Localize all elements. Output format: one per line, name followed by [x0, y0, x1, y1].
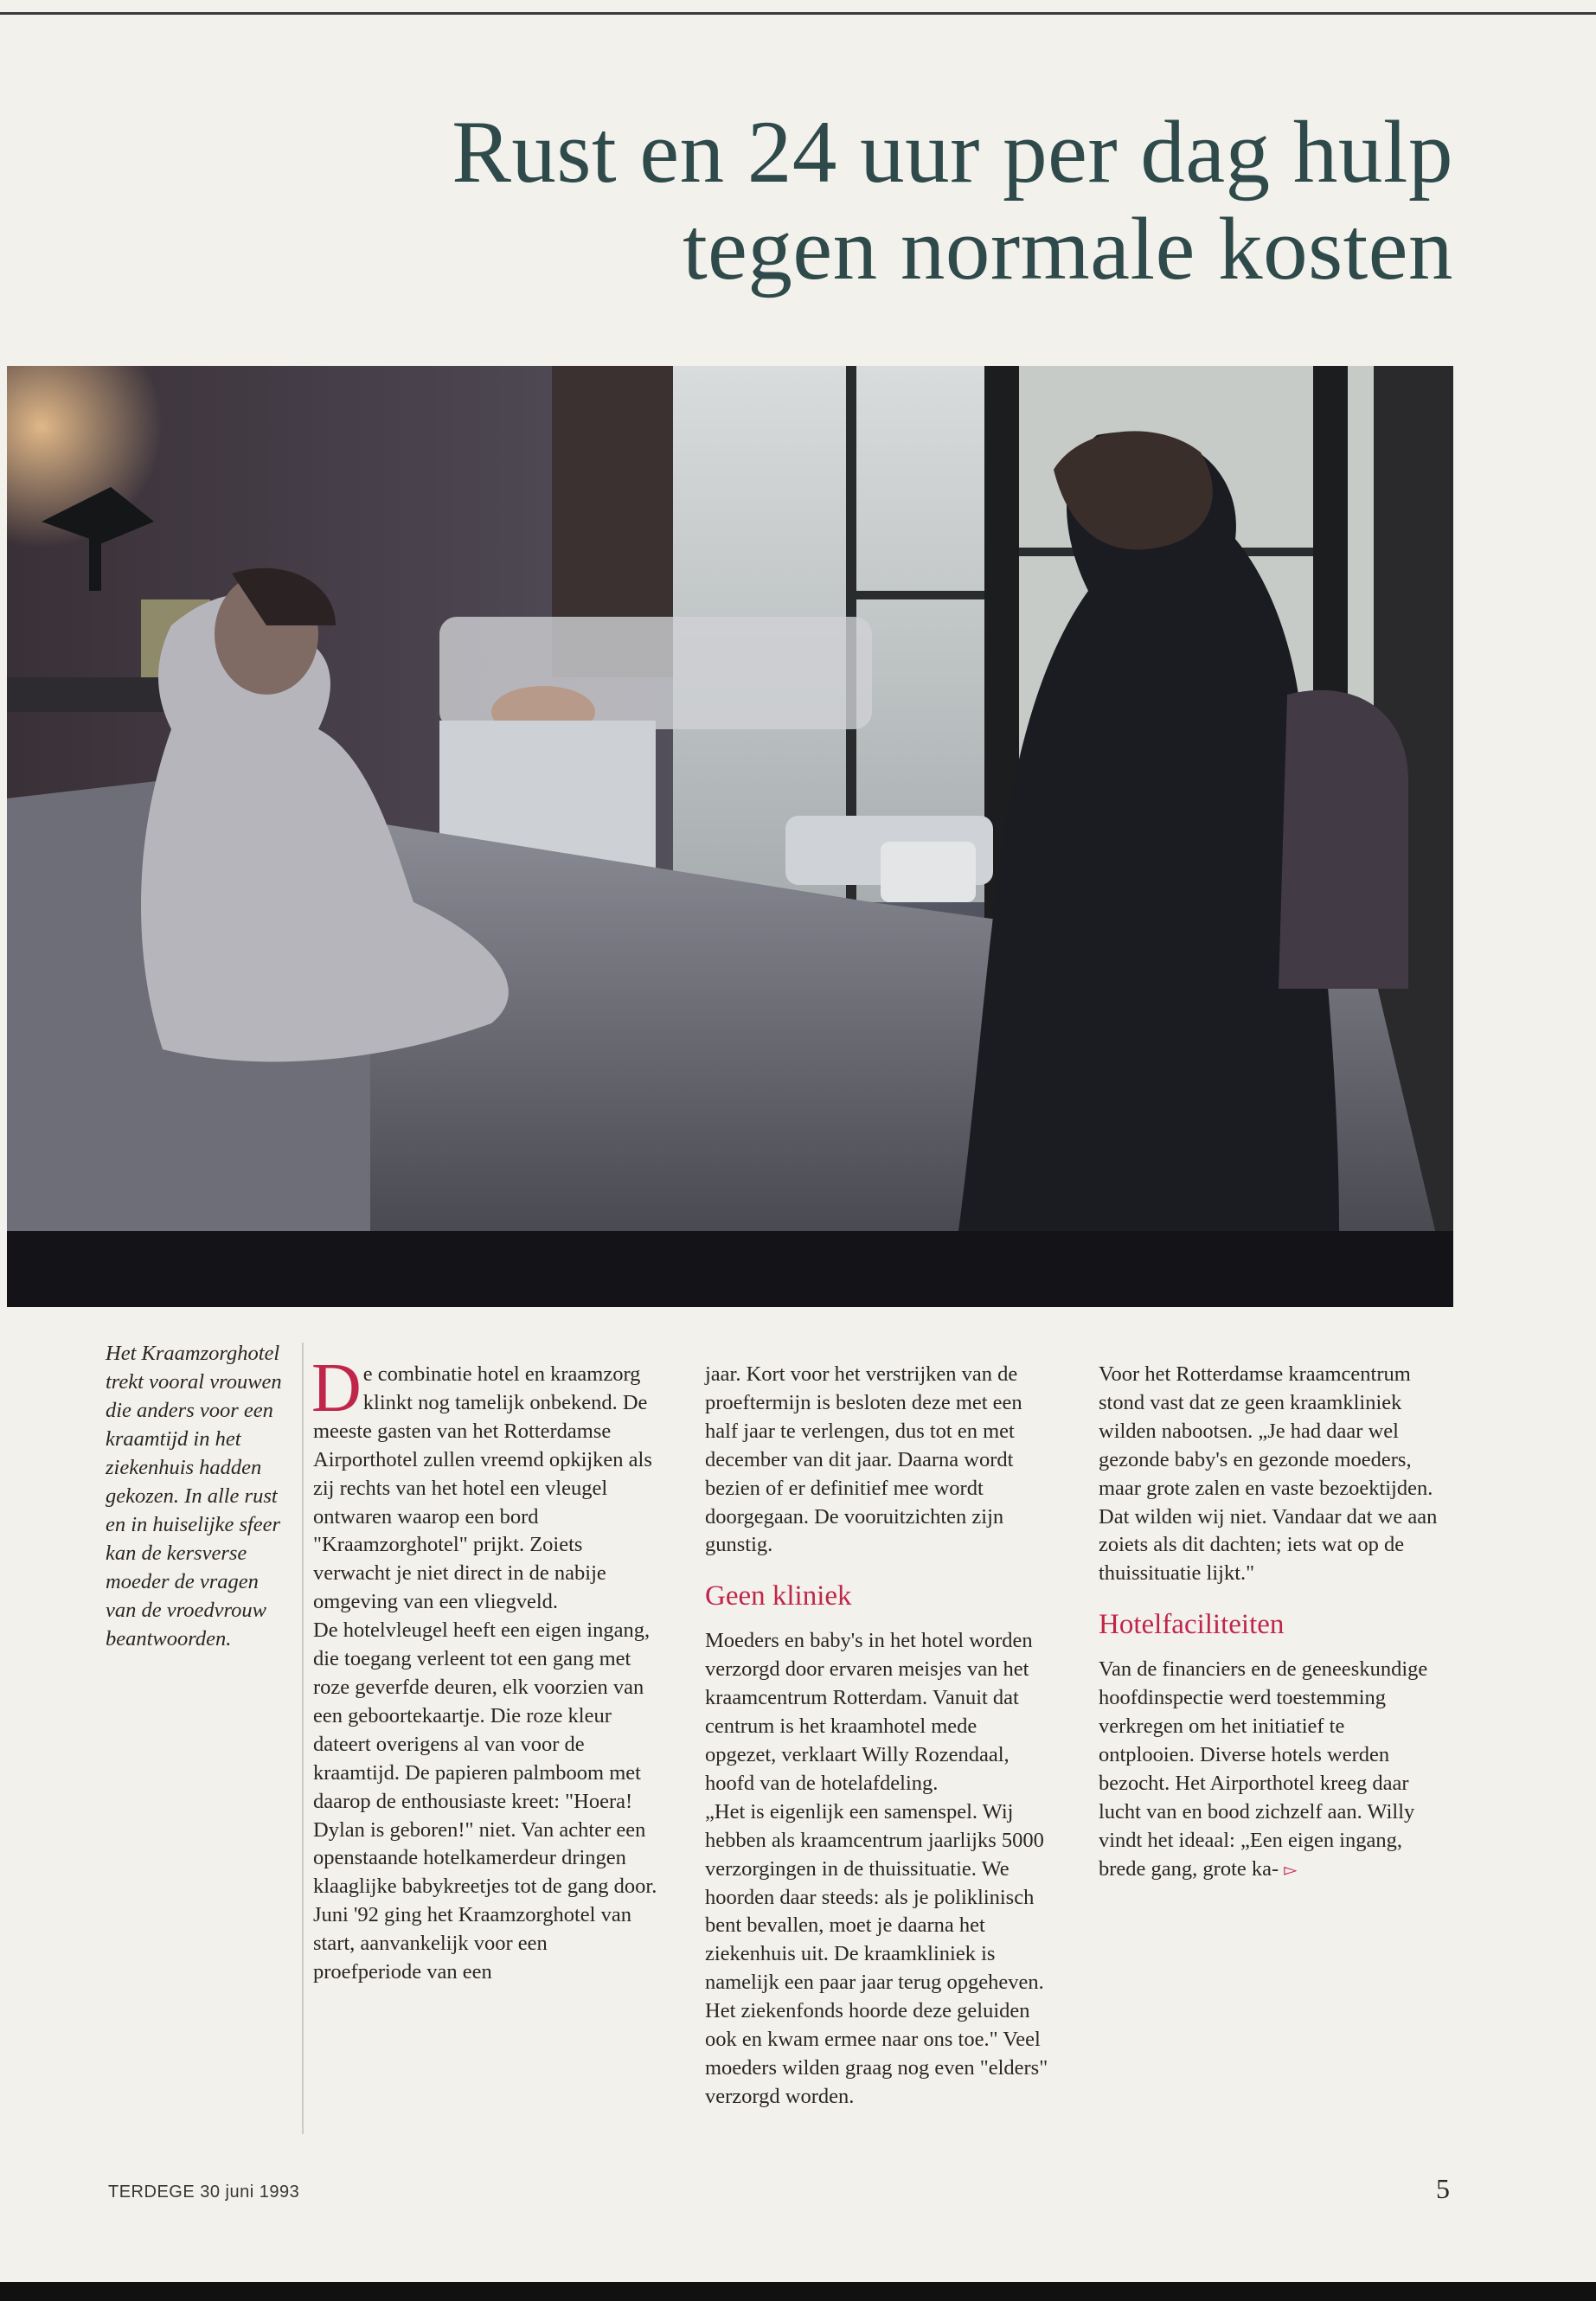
paragraph: Voor het Rotterdamse kraamcentrum stond vast dat ze geen kraamkliniek wilden nabootsen. „Je had daar wel gezonde baby's en gezonde moeders, maar grote zalen en vaste bezoektijden. Dat wilden wij niet. Vandaar dat we aan zoiets als dit dachten; iets wat op de thuissituatie lijkt.": [1099, 1362, 1438, 1586]
headline-line-2: tegen normale kosten: [683, 200, 1453, 298]
page-number: 5: [1436, 2173, 1450, 2204]
article-photo: [7, 366, 1453, 1307]
paragraph: „Het is eigenlijk een samenspel. Wij hebben als kraamcentrum jaarlijks 5000 verzorgingen in de thuissituatie. We hoorden daar steeds: als je poliklinisch bent bevallen, moet je daarna het ziekenhuis uit. De kraamkliniek is namelijk een paar jaar terug opgeheven. Het ziekenfonds hoorde deze geluiden ook en kwam ermee naar ons toe." Veel moeders wilden graag nog even "elders" verzorgd worden.: [705, 1799, 1048, 2108]
paragraph: [311, 1350, 659, 1617]
paragraph: jaar. Kort voor het verstrijken van de proeftermijn is besloten deze met een half jaar te verlengen, dus tot en met december van dit jaar. Daarna wordt bezien of er definitief mee wordt doorgegaan. De vooruitzichten zijn gunstig.: [705, 1362, 1022, 1557]
column-rule: [302, 1343, 304, 2134]
paragraph: De hotelvleugel heeft een eigen ingang, die toegang verleent tot een gang met roze geverfde deuren, elk voorzien van een geboortekaartje. Die roze kleur dateert overigens al van voor de kraamtijd. De papieren palmboom met daarop de enthousiaste kreet: "Hoera! Dylan is geboren!" niet. Van achter een openstaande hotelkamerdeur dringen klaaglijke babykreetjes tot de gang door.: [313, 1618, 657, 1899]
article-column-1: [311, 1350, 659, 1987]
continue-arrow-icon: ▻: [1284, 1860, 1298, 1880]
section-heading-geen-kliniek: Geen kliniek: [705, 1580, 852, 1612]
article-column-3: [1099, 1361, 1445, 1885]
paragraph-text: Van de financiers en de geneeskundige hoofdinspectie werd toestemming verkregen om het initiatief te ontplooien. Diverse hotels werden bezocht. Het Airporthotel kreeg daar lucht van en bood zichzelf aan. Willy vindt het ideaal: „Een eigen ingang, brede gang, grote ka-: [1099, 1657, 1428, 1881]
photo-illustration: [7, 366, 1453, 1307]
headline: [156, 104, 1453, 298]
article-column-2: [705, 1361, 1051, 2112]
footer-magazine-info: TERDEGE 30 juni 1993: [108, 2182, 300, 2202]
section-heading-hotelfaciliteiten: Hotelfaciliteiten: [1099, 1609, 1285, 1641]
paragraph-text: e combinatie hotel en kraamzorg klinkt nog tamelijk onbekend. De meeste gasten van het Rotterdamse Airporthotel zullen vreemd opkijken als zij rechts van het hotel een vleugel ontwaren waarop een bord "Kraamzorghotel" prijkt. Zoiets verwacht je niet direct in de nabije omgeving van een vliegveld.: [313, 1362, 652, 1614]
photo-caption: Het Kraamzorghotel trekt vooral vrouwen die anders voor een kraamtijd in het ziekenhuis hadden gekozen. In alle rust en in huiselijke sfeer kan de kersverse moeder de vragen van de vroedvrouw beantwoorden.: [106, 1342, 282, 1650]
bottom-edge: [0, 2282, 1596, 2301]
headline-line-1: Rust en 24 uur per dag hulp: [452, 103, 1453, 202]
paragraph: Juni '92 ging het Kraamzorghotel van start, aanvankelijk voor een proefperiode van een: [313, 1903, 631, 1984]
top-rule: [0, 12, 1596, 15]
paragraph: Moeders en baby's in het hotel worden verzorgd door ervaren meisjes van het kraamcentrum Rotterdam. Vanuit dat centrum is het kraamhotel mede opgezet, verklaart Willy Rozendaal, hoofd van de hotelafdeling.: [705, 1629, 1033, 1795]
drop-cap: D: [311, 1350, 362, 1426]
paragraph: [1099, 1656, 1445, 1884]
